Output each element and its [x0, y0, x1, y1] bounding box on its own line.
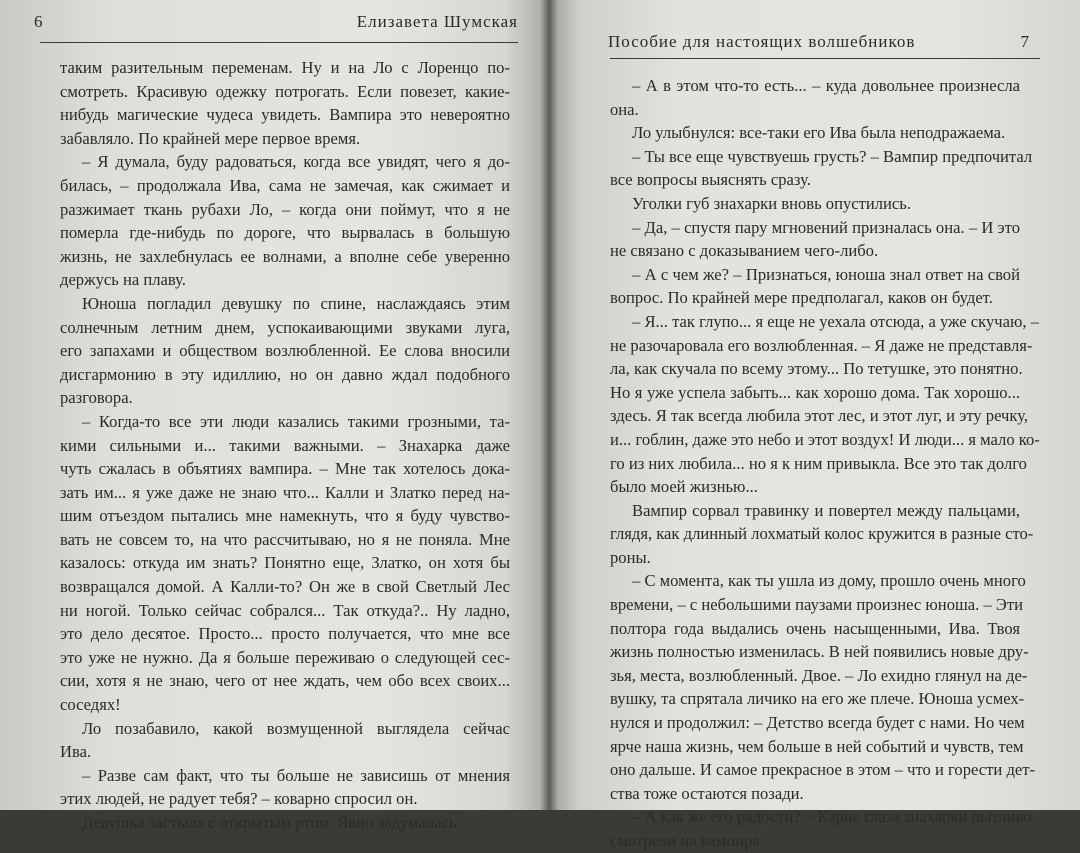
text-line: го из них любила... но я к ним привыкла. Все это так долго: [610, 453, 1027, 473]
text-line: полтора года выдались очень насыщенными, Ива. Твоя: [610, 618, 1020, 638]
text-line: билась, – продолжала Ива, сама не замечая, как сжимает и: [60, 175, 510, 195]
text-line: возвращался домой. А Калли-то? Он же в свой Светлый Лес: [60, 577, 510, 597]
text-line: сии, хотя я не знаю, чего от нее ждать, чем обо всех своих...: [60, 671, 510, 691]
text-line: все вопросы выяснять сразу.: [610, 170, 811, 190]
text-line: это дело десятое. Просто... просто получается, что мне все: [60, 624, 510, 644]
text-line: – Я... так глупо... я еще не уехала отсюда, а уже скучаю, –: [632, 311, 1039, 331]
text-line: – С момента, как ты ушла из дому, прошло очень много: [632, 571, 1026, 591]
text-line: – А в этом что-то есть... – куда довольнее произнесла: [632, 76, 1020, 95]
text-line: и... гоблин, даже это небо и этот воздух! И люди... я мало ко-: [610, 429, 1040, 449]
text-line: ярче наша жизнь, чем больше в ней событий и чувств, тем: [610, 736, 1024, 756]
text-line: этих людей, не радует тебя? – коварно спросил он.: [60, 789, 418, 809]
text-line: смотреть. Красивую одежку потрогать. Если повезет, какие-: [60, 81, 510, 101]
text-line: Вампир сорвал травинку и повертел между пальцами,: [632, 500, 1020, 520]
text-line: казалось: откуда им знать? Понятно еще, Златко, он хотя бы: [60, 553, 510, 573]
text-line: было моей жизнью...: [610, 477, 758, 497]
text-line: не разочаровала его возлюбленная. – Я даже не представля-: [610, 335, 1033, 355]
text-line: здесь. Я так всегда любила этот лес, и этот луг, и эту речку,: [610, 406, 1029, 426]
text-line: глядя, как длинный лохматый колос кружится в разные сто-: [610, 524, 1034, 544]
header-rule: [610, 58, 1040, 59]
left-page: [0, 0, 548, 832]
text-line: разговора.: [60, 388, 133, 408]
text-line: не связано с доказыванием чего-либо.: [610, 241, 879, 261]
text-line: соседях!: [60, 695, 121, 715]
text-line: вопрос. По крайней мере предполагал, каков он будет.: [610, 288, 993, 308]
text-line: солнечным летним днем, успокаивающими звуками луга,: [60, 317, 510, 337]
text-line: – Когда-то все эти люди казались такими грозными, та-: [82, 411, 510, 431]
text-line: – Я думала, буду радоваться, когда все увидят, чего я до-: [82, 152, 510, 172]
text-line: – Разве сам факт, что ты больше не зависишь от мнения: [82, 765, 510, 785]
text-line: Но я уже успела забыть... как хорошо дома. Так хорошо...: [610, 382, 1020, 402]
text-line: жизнь полностью изменилась. В ней появились новые дру-: [610, 642, 1029, 662]
text-line: Ло улыбнулся: все-таки его Ива была неподражаема.: [632, 123, 1006, 143]
header-rule: [40, 42, 518, 43]
text-line: роны.: [610, 547, 651, 567]
running-title: Елизавета Шумская: [356, 12, 518, 31]
text-line: вушку, та спрятала личико на его же плече. Юноша усмех-: [610, 689, 1025, 709]
text-line: Ло позабавило, какой возмущенной выглядела сейчас: [82, 718, 510, 738]
text-line: держусь на плаву.: [60, 270, 186, 290]
page-text: [610, 74, 1040, 853]
text-line: Уголки губ знахарки вновь опустились.: [632, 193, 912, 213]
text-line: жизнь, не захлебнулась ее волнами, а вполне себе уверенно: [60, 246, 510, 266]
text-line: – Ты все еще чувствуешь грусть? – Вампир предпочитал: [632, 146, 1033, 166]
text-line: забавляло. По крайней мере первое время.: [60, 128, 361, 148]
text-line: это уже не нужно. Да я больше переживаю о следующей сес-: [60, 647, 510, 667]
text-line: зать им... я уже даже не знаю что... Калли и Златко перед на-: [60, 482, 510, 502]
text-line: смотрели на вампира.: [610, 831, 764, 850]
text-line: оно дальше. И самое прекрасное в этом – что и горести дет-: [610, 760, 1036, 780]
text-line: она.: [610, 99, 639, 119]
text-line: Юноша погладил девушку по спине, наслаждаясь этим: [82, 293, 510, 313]
right-page: [548, 0, 1080, 850]
page-text: [60, 56, 510, 835]
text-line: Ива.: [60, 742, 92, 762]
text-line: разжимает ткань рубахи Ло, – когда они поймут, что я не: [60, 199, 510, 219]
text-line: нибудь магические чудеса увидеть. Вампира это невероятно: [60, 105, 510, 125]
page-number: 7: [1020, 32, 1030, 51]
text-line: Девушка застыла с открытым ртом. Явно задумалась.: [82, 813, 461, 832]
page-number: 6: [34, 12, 44, 31]
running-title: Пособие для настоящих волшебников: [608, 32, 916, 51]
text-line: шим отъездом пытались мне намекнуть, что я буду чувство-: [60, 506, 510, 526]
text-line: ства тоже остаются позади.: [610, 783, 804, 803]
text-line: чуть сжалась в объятиях вампира. – Мне так хотелось дока-: [60, 459, 510, 479]
book-gutter: [540, 0, 558, 810]
text-line: нулся и продолжил: – Детство всегда будет с нами. Но чем: [610, 713, 1025, 733]
text-line: таким разительным переменам. Ну и на Ло с Лоренцо по-: [60, 58, 510, 77]
text-line: дисгармонию в эту идиллию, но он давно ждал подобного: [60, 364, 510, 384]
text-line: его запахами и обществом возлюбленной. Ее слова вносили: [60, 341, 510, 361]
text-line: – А с чем же? – Признаться, юноша знал ответ на свой: [632, 264, 1020, 284]
text-line: времени, – с небольшими паузами произнес юноша. – Эти: [610, 595, 1023, 615]
text-line: зья, места, возлюбленный. Двое. – Ло ехидно глянул на де-: [610, 665, 1028, 685]
text-line: ла, как скучала по всему этому... По тетушке, это понятно.: [610, 359, 1023, 379]
text-line: – А как же его радости? – Карие глаза знахарки пытливо: [632, 807, 1032, 827]
text-line: – Да, – спустя пару мгновений призналась она. – И это: [632, 217, 1020, 237]
text-line: вать не совсем то, на что рассчитываю, но я не поняла. Мне: [60, 529, 510, 549]
text-line: ни ногой. Только сейчас собрался... Так откуда?.. Ну ладно,: [60, 600, 510, 620]
text-line: померла где-нибудь по дороге, что вырвалась в большую: [60, 223, 510, 243]
text-line: кими сильными и... такими важными. – Знахарка даже: [60, 435, 510, 455]
